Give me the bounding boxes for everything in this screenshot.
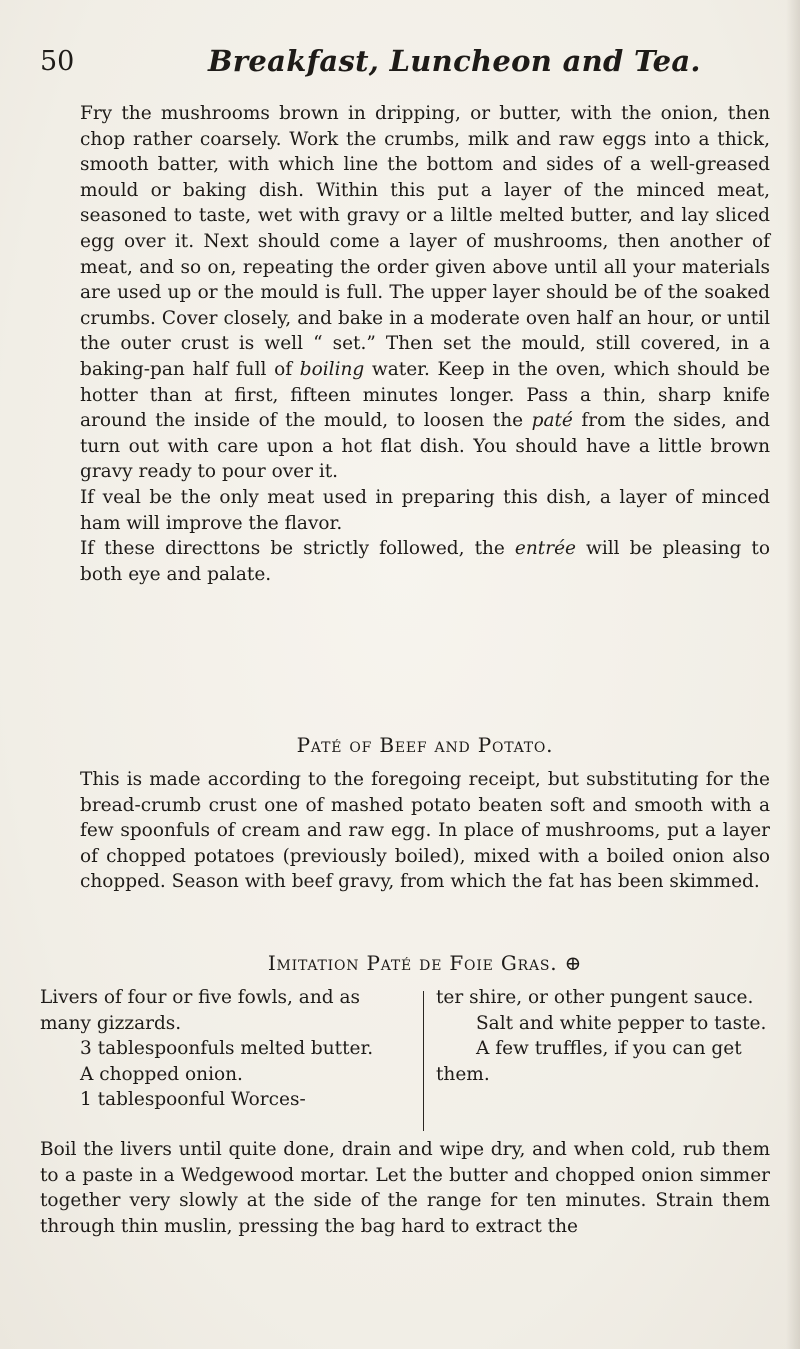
pate-beef-paragraph: This is made according to the foregoing receipt, but substituting for the bread-crumb crust one of mashed potato beaten soft and smooth with a few spoonfuls of cream and raw egg. In place of mushrooms, put a layer of chopped potatoes (previously boiled), mixed with a boiled onion also chopped. Season with beef gravy, from which the fat has been skimmed. bbox=[80, 769, 770, 893]
page-edge-shadow bbox=[786, 0, 800, 1349]
foie-gras-heading-text: Imitation Paté de Foie Gras. bbox=[267, 951, 558, 975]
recipe-heading-foie-gras bbox=[80, 951, 770, 975]
intro-paragraph-3 bbox=[80, 536, 770, 587]
ingredients-right-column bbox=[436, 985, 770, 1087]
method-paragraph: Boil the livers until quite done, drain and wipe dry, and when cold, rub them to a paste in a Wedgewood mortar. Let the butter and chopped onion simmer together very slowly at the side of the range for ten minutes. Strain them through thin muslin, pressing the bag hard to extract the bbox=[40, 1139, 770, 1237]
intro-p1-continued: water. Keep in the oven, which should be hotter than at first, fifteen minutes longer. Pass a thin, sharp knife around the inside of the mould, to loosen the bbox=[80, 358, 770, 432]
page-header bbox=[40, 44, 780, 84]
intro-p3-start: If these directtons be strictly followed, the bbox=[80, 538, 505, 560]
ingredients-left-column bbox=[40, 985, 405, 1113]
ingredient-item: 3 tablespoonfuls melted butter. bbox=[80, 1038, 374, 1060]
foie-gras-method bbox=[40, 1137, 770, 1239]
page-number: 50 bbox=[40, 46, 75, 77]
intro-p3-end: will be pleasing to both eye and palate. bbox=[80, 538, 770, 585]
ingredient-item: Livers of four or five fowls, and as many gizzards. bbox=[40, 987, 360, 1034]
ingredient-item: ter shire, or other pungent sauce. bbox=[436, 987, 754, 1008]
foie-gras-symbol-icon: ⊕ bbox=[564, 951, 583, 975]
ingredient-item: Salt and white pepper to taste. bbox=[476, 1012, 767, 1034]
intro-section bbox=[80, 101, 770, 587]
ingredient-item: A few truffles, if you can get them. bbox=[436, 1038, 742, 1085]
intro-paragraph-1 bbox=[80, 101, 770, 485]
intro-p1-end: from the sides, and turn out with care upon a hot flat dish. You should have a little brown gravy ready to pour over it. bbox=[80, 410, 771, 483]
ingredient-item: A chopped onion. bbox=[80, 1063, 243, 1085]
recipe-heading-pate-beef: Paté of Beef and Potato. bbox=[296, 733, 554, 757]
ingredients-list bbox=[40, 985, 770, 1135]
running-title: Breakfast, Luncheon and Tea. bbox=[208, 44, 701, 78]
intro-p3-italic-entree: entrée bbox=[514, 538, 576, 560]
ingredient-item: 1 tablespoonful Worces- bbox=[80, 1089, 306, 1111]
intro-p1-italic-boiling: boiling bbox=[299, 358, 365, 380]
intro-p1-text: Fry the mushrooms brown in dripping, or butter, with the onion, then chop rather coarsely. Work the crumbs, milk and raw eggs into a thick, smooth batter, with which line the bottom and sides of a well-greased mould or baking dish. Within this put a layer of the minced meat, seasoned to taste, wet with gravy or a liltle melted butter, and lay sliced egg over it. Next should come a layer of mushrooms, then another of meat, and so on, repeating the order given above until all your materials are used up or the mould is full. The upper layer should be of the soaked crumbs. Cover closely, and bake in a moderate oven half an hour, or until the outer crust is well “ set.” Then set the mould, still covered, in a baking-pan half full of bbox=[80, 103, 770, 380]
pate-beef-section bbox=[80, 767, 770, 895]
intro-p1-italic-pate: paté bbox=[531, 410, 573, 432]
column-divider bbox=[423, 991, 424, 1131]
intro-paragraph-2: If veal be the only meat used in preparing this dish, a layer of minced ham will improve the flavor. bbox=[80, 486, 770, 534]
